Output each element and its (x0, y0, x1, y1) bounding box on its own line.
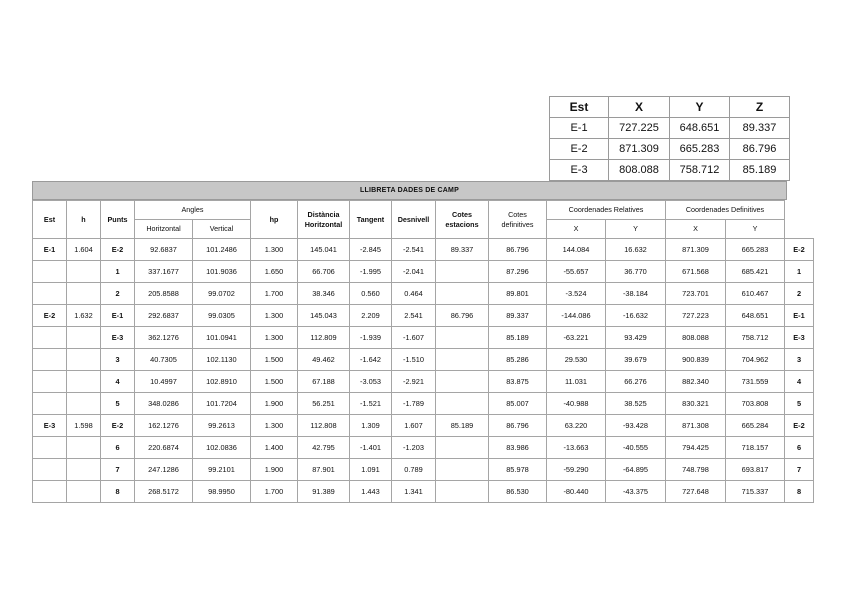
table-cell: 900.839 (666, 349, 726, 371)
point-label-cell: 4 (785, 371, 814, 393)
table-cell (67, 437, 101, 459)
table-cell (436, 261, 489, 283)
table-cell: 101.2486 (193, 239, 251, 261)
table-cell: 871.308 (666, 415, 726, 437)
table-cell: 1.400 (251, 437, 298, 459)
table-cell (436, 481, 489, 503)
table-cell: 3 (101, 349, 135, 371)
table-cell: 85.978 (489, 459, 547, 481)
table-cell: 112.808 (298, 415, 350, 437)
coords-cell: 871.309 (609, 139, 670, 160)
table-cell: 758.712 (726, 327, 785, 349)
table-cell: 6 (101, 437, 135, 459)
table-cell: 1.632 (67, 305, 101, 327)
col-horitzontal-header: Horitzontal (135, 220, 193, 239)
table-cell: -38.184 (606, 283, 666, 305)
table-cell: -1.521 (350, 393, 392, 415)
table-row (33, 481, 814, 503)
table-cell: 29.530 (547, 349, 606, 371)
table-cell: 63.220 (547, 415, 606, 437)
col-cotes-definitives-header (489, 201, 547, 239)
table-cell (67, 349, 101, 371)
coords-cell: 758.712 (670, 160, 730, 181)
table-cell (33, 393, 67, 415)
table-cell: 162.1276 (135, 415, 193, 437)
point-label-cell: 5 (785, 393, 814, 415)
point-label-cell: E-2 (785, 239, 814, 261)
point-label-cell: 7 (785, 459, 814, 481)
table-cell: 86.796 (489, 415, 547, 437)
table-cell (33, 371, 67, 393)
table-cell: 1.091 (350, 459, 392, 481)
coords-cell: 648.651 (670, 118, 730, 139)
col-vertical-header: Vertical (193, 220, 251, 239)
table-cell (436, 349, 489, 371)
table-cell: 89.337 (489, 305, 547, 327)
table-cell: 882.340 (666, 371, 726, 393)
coords-header-cell: X (609, 97, 670, 118)
table-cell: 723.701 (666, 283, 726, 305)
table-cell: 66.706 (298, 261, 350, 283)
table-cell: 1.900 (251, 393, 298, 415)
coords-cell: 665.283 (670, 139, 730, 160)
table-cell: 101.0941 (193, 327, 251, 349)
coords-cell: E-1 (550, 118, 609, 139)
table-cell (67, 283, 101, 305)
table-cell: 1.309 (350, 415, 392, 437)
col-h-header: h (67, 201, 101, 239)
table-cell: -59.290 (547, 459, 606, 481)
table-cell: 85.189 (436, 415, 489, 437)
table-cell: 671.568 (666, 261, 726, 283)
table-cell: 144.084 (547, 239, 606, 261)
table-cell: E-3 (101, 327, 135, 349)
table-cell: 102.0836 (193, 437, 251, 459)
table-cell: -40.555 (606, 437, 666, 459)
table-cell: 665.283 (726, 239, 785, 261)
coords-cell: 86.796 (730, 139, 790, 160)
distancia-line-1: Distància (307, 209, 340, 219)
table-cell (33, 481, 67, 503)
table-cell (33, 283, 67, 305)
table-cell: 2 (101, 283, 135, 305)
table-cell (67, 459, 101, 481)
table-cell: 42.795 (298, 437, 350, 459)
coords-cell: E-3 (550, 160, 609, 181)
table-cell: 67.188 (298, 371, 350, 393)
table-cell: 85.286 (489, 349, 547, 371)
table-cell (436, 459, 489, 481)
table-cell (436, 371, 489, 393)
table-cell: 1.500 (251, 371, 298, 393)
table-cell: 2.209 (350, 305, 392, 327)
table-cell: 1.300 (251, 239, 298, 261)
table-cell: -3.053 (350, 371, 392, 393)
table-cell: 145.043 (298, 305, 350, 327)
table-cell (67, 481, 101, 503)
table-cell: 610.467 (726, 283, 785, 305)
table-cell: 220.6874 (135, 437, 193, 459)
table-cell: 91.389 (298, 481, 350, 503)
table-row (33, 371, 814, 393)
col-coord-definitives-header: Coordenades Definitives (666, 201, 785, 220)
coords-cell: 808.088 (609, 160, 670, 181)
table-cell: 49.462 (298, 349, 350, 371)
table-cell: -1.789 (392, 393, 436, 415)
table-row (33, 437, 814, 459)
cotes-def-line-1: Cotes (508, 209, 527, 219)
col-punts-header: Punts (101, 201, 135, 239)
table-cell: E-2 (33, 305, 67, 327)
col-x-rel-header: X (547, 220, 606, 239)
table-cell: 39.679 (606, 349, 666, 371)
table-cell: -40.988 (547, 393, 606, 415)
table-cell: -93.428 (606, 415, 666, 437)
table-cell: E-2 (101, 239, 135, 261)
table-cell: 1.341 (392, 481, 436, 503)
table-cell: 1.300 (251, 305, 298, 327)
col-y-rel-header: Y (606, 220, 666, 239)
table-cell: 86.796 (436, 305, 489, 327)
table-cell: 362.1276 (135, 327, 193, 349)
table-cell: 87.901 (298, 459, 350, 481)
table-cell: 85.007 (489, 393, 547, 415)
table-cell: 99.0702 (193, 283, 251, 305)
table-cell: 16.632 (606, 239, 666, 261)
table-cell: 693.817 (726, 459, 785, 481)
table-cell: 1.700 (251, 481, 298, 503)
point-label-cell: 8 (785, 481, 814, 503)
table-cell: -80.440 (547, 481, 606, 503)
col-distancia-header (298, 201, 350, 239)
table-cell: -2.845 (350, 239, 392, 261)
table-cell: 86.796 (489, 239, 547, 261)
table-cell: 2.541 (392, 305, 436, 327)
table-cell: 38.346 (298, 283, 350, 305)
table-cell (67, 393, 101, 415)
table-cell: 1.604 (67, 239, 101, 261)
table-cell: 66.276 (606, 371, 666, 393)
table-row (33, 283, 814, 305)
table-cell: 98.9950 (193, 481, 251, 503)
table-cell: 268.5172 (135, 481, 193, 503)
table-row (33, 305, 814, 327)
table-cell: 337.1677 (135, 261, 193, 283)
table-cell: -1.607 (392, 327, 436, 349)
col-coord-relatives-header: Coordenades Relatives (547, 201, 666, 220)
table-cell: 727.648 (666, 481, 726, 503)
table-cell: 4 (101, 371, 135, 393)
table-cell (33, 349, 67, 371)
table-cell: 40.7305 (135, 349, 193, 371)
table-cell: 731.559 (726, 371, 785, 393)
table-row (33, 327, 814, 349)
point-label-cell: 2 (785, 283, 814, 305)
field-book-title: LLIBRETA DADES DE CAMP (32, 181, 787, 200)
table-cell: 830.321 (666, 393, 726, 415)
table-cell (33, 437, 67, 459)
table-cell (436, 327, 489, 349)
header-row-1 (33, 201, 814, 220)
table-cell: 748.798 (666, 459, 726, 481)
col-y-def-header: Y (726, 220, 785, 239)
table-cell: -3.524 (547, 283, 606, 305)
table-cell: 5 (101, 393, 135, 415)
table-cell: 38.525 (606, 393, 666, 415)
table-cell: 83.875 (489, 371, 547, 393)
table-cell: -1.203 (392, 437, 436, 459)
point-label-cell: 3 (785, 349, 814, 371)
table-cell: 1.443 (350, 481, 392, 503)
table-cell: -144.086 (547, 305, 606, 327)
table-cell (67, 371, 101, 393)
table-cell (33, 459, 67, 481)
table-cell: 0.464 (392, 283, 436, 305)
table-cell: 86.530 (489, 481, 547, 503)
table-cell: E-1 (33, 239, 67, 261)
table-cell (33, 261, 67, 283)
table-cell (67, 261, 101, 283)
col-hp-header: hp (251, 201, 298, 239)
table-cell: 99.0305 (193, 305, 251, 327)
col-cotes-estacions-header (436, 201, 489, 239)
col-x-def-header: X (666, 220, 726, 239)
table-cell: 145.041 (298, 239, 350, 261)
coords-header-row (550, 97, 790, 118)
coords-header-cell: Y (670, 97, 730, 118)
col-tangent-header: Tangent (350, 201, 392, 239)
table-cell: 871.309 (666, 239, 726, 261)
table-row (33, 459, 814, 481)
table-cell: 101.9036 (193, 261, 251, 283)
table-cell: 1.700 (251, 283, 298, 305)
table-cell: 794.425 (666, 437, 726, 459)
table-row (33, 239, 814, 261)
table-cell: 10.4997 (135, 371, 193, 393)
table-cell: 718.157 (726, 437, 785, 459)
point-label-cell: E-2 (785, 415, 814, 437)
coords-cell: 89.337 (730, 118, 790, 139)
table-cell (436, 393, 489, 415)
table-cell: 89.801 (489, 283, 547, 305)
point-label-cell: 1 (785, 261, 814, 283)
table-cell: 92.6837 (135, 239, 193, 261)
table-cell: -64.895 (606, 459, 666, 481)
table-cell (436, 437, 489, 459)
table-row (33, 393, 814, 415)
table-cell: 85.189 (489, 327, 547, 349)
table-cell: 648.651 (726, 305, 785, 327)
table-cell: -63.221 (547, 327, 606, 349)
table-cell: 101.7204 (193, 393, 251, 415)
table-cell: -1.939 (350, 327, 392, 349)
table-cell: 685.421 (726, 261, 785, 283)
table-cell: 1.650 (251, 261, 298, 283)
table-cell: -13.663 (547, 437, 606, 459)
coords-row (550, 160, 790, 181)
table-cell (67, 327, 101, 349)
point-label-cell: E-1 (785, 305, 814, 327)
station-coordinates-table (549, 96, 790, 181)
table-cell: 1.300 (251, 415, 298, 437)
table-cell: -1.401 (350, 437, 392, 459)
table-cell: -16.632 (606, 305, 666, 327)
coords-cell: 85.189 (730, 160, 790, 181)
table-cell: 102.8910 (193, 371, 251, 393)
table-cell: 36.770 (606, 261, 666, 283)
distancia-line-2: Horitzontal (304, 219, 343, 229)
table-cell: 102.1130 (193, 349, 251, 371)
table-cell: -2.041 (392, 261, 436, 283)
table-cell: 89.337 (436, 239, 489, 261)
cotes-def-line-2: definitives (501, 219, 534, 229)
col-desnivell-header: Desnivell (392, 201, 436, 239)
table-cell: 87.296 (489, 261, 547, 283)
table-cell: E-2 (101, 415, 135, 437)
table-cell: 1 (101, 261, 135, 283)
table-cell: 205.8588 (135, 283, 193, 305)
table-cell: 348.0286 (135, 393, 193, 415)
table-cell: E-3 (33, 415, 67, 437)
table-cell: 704.962 (726, 349, 785, 371)
table-cell: -2.921 (392, 371, 436, 393)
table-cell: 11.031 (547, 371, 606, 393)
coords-header-cell: Est (550, 97, 609, 118)
col-angles-header: Angles (135, 201, 251, 220)
coords-cell: E-2 (550, 139, 609, 160)
table-row (33, 261, 814, 283)
table-cell: 808.088 (666, 327, 726, 349)
table-cell: -2.541 (392, 239, 436, 261)
field-book-table (32, 200, 814, 503)
coords-cell: 727.225 (609, 118, 670, 139)
table-cell: 665.284 (726, 415, 785, 437)
table-cell: 715.337 (726, 481, 785, 503)
table-cell: 112.809 (298, 327, 350, 349)
table-cell: 99.2101 (193, 459, 251, 481)
table-cell: 292.6837 (135, 305, 193, 327)
table-cell (436, 283, 489, 305)
table-cell: 1.900 (251, 459, 298, 481)
table-cell: 99.2613 (193, 415, 251, 437)
table-cell (33, 327, 67, 349)
table-row (33, 349, 814, 371)
table-cell: 56.251 (298, 393, 350, 415)
table-cell: 0.560 (350, 283, 392, 305)
table-cell: 0.789 (392, 459, 436, 481)
table-cell: 1.500 (251, 349, 298, 371)
table-cell: -1.510 (392, 349, 436, 371)
point-label-cell: E-3 (785, 327, 814, 349)
coords-header-cell: Z (730, 97, 790, 118)
table-cell: 1.598 (67, 415, 101, 437)
table-cell: -1.642 (350, 349, 392, 371)
table-row (33, 415, 814, 437)
col-est-header: Est (33, 201, 67, 239)
point-label-cell: 6 (785, 437, 814, 459)
table-cell: -43.375 (606, 481, 666, 503)
table-cell: 7 (101, 459, 135, 481)
table-cell: 727.223 (666, 305, 726, 327)
table-cell: 8 (101, 481, 135, 503)
table-cell: -55.657 (547, 261, 606, 283)
table-cell: 1.300 (251, 327, 298, 349)
table-cell: -1.995 (350, 261, 392, 283)
table-cell: E-1 (101, 305, 135, 327)
table-cell: 93.429 (606, 327, 666, 349)
table-cell: 1.607 (392, 415, 436, 437)
coords-row (550, 118, 790, 139)
cotes-est-line-2: estacions (445, 219, 479, 229)
table-cell: 247.1286 (135, 459, 193, 481)
coords-row (550, 139, 790, 160)
table-cell: 83.986 (489, 437, 547, 459)
cotes-est-line-1: Cotes (452, 209, 472, 219)
table-cell: 703.808 (726, 393, 785, 415)
